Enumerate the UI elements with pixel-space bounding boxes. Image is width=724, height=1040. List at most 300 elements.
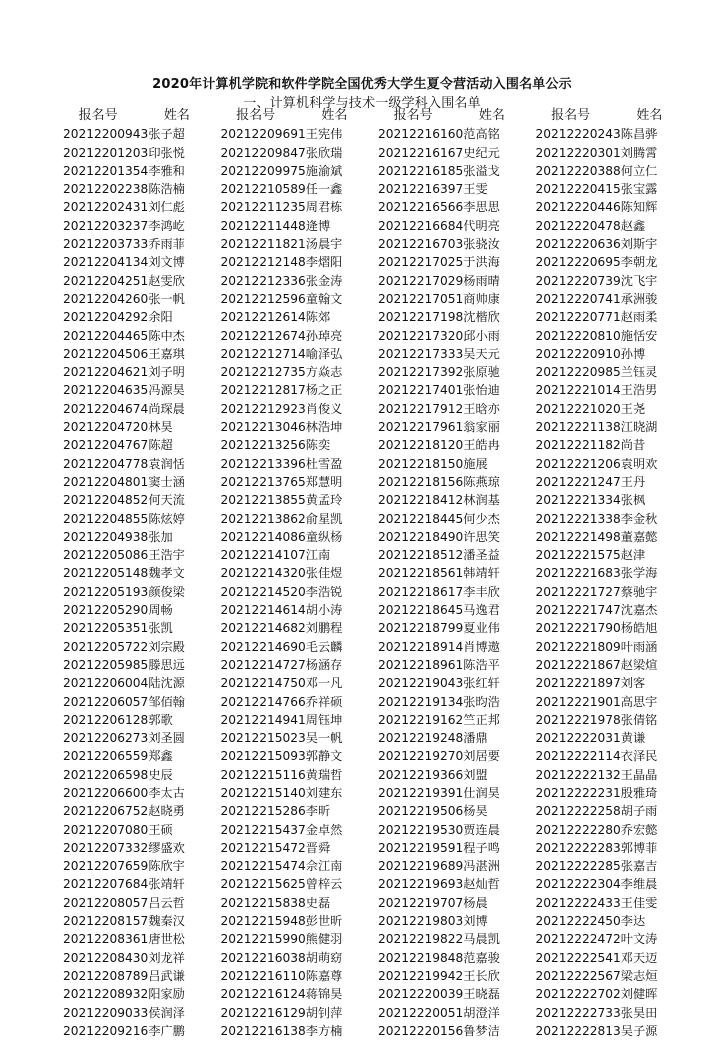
- student-name-cell: 刘仁彪: [148, 200, 185, 215]
- student-name-cell: 商帅康: [463, 291, 500, 306]
- registration-number-cell: 20212204134: [63, 255, 149, 270]
- table-row: [48, 1022, 678, 1040]
- student-name-cell: 王宪伟: [305, 127, 343, 142]
- student-name-cell: 冯源昊: [148, 383, 185, 398]
- student-name-cell: 胡萌窈: [305, 950, 343, 965]
- table-row: [48, 125, 678, 143]
- registration-number-cell: 20212219391: [377, 785, 464, 800]
- registration-number-cell: 20212219506: [377, 804, 464, 819]
- registration-number-cell: 20212221020: [535, 401, 621, 416]
- student-name-cell: 胡澄洋: [463, 1005, 500, 1020]
- registration-number-cell: 20212219848: [377, 950, 464, 965]
- student-name-cell: 吴子源: [620, 1023, 658, 1038]
- registration-number-cell: 20212215140: [220, 785, 306, 800]
- student-name-cell: 吴一帆: [305, 731, 343, 746]
- student-name-cell: 赵鑫: [620, 218, 646, 233]
- student-name-cell: 许思笑: [463, 529, 500, 544]
- registration-number-cell: 20212220243: [535, 127, 621, 142]
- registration-number-cell: 20212216566: [377, 200, 464, 215]
- registration-number-cell: 20212216397: [377, 182, 464, 197]
- student-name-cell: 陈昌骅: [620, 127, 658, 142]
- student-name-cell: 张枫: [620, 493, 646, 508]
- student-name-cell: 逄博: [305, 218, 331, 233]
- table-row: [48, 491, 678, 509]
- registration-number-cell: 20212209216: [63, 1023, 149, 1038]
- table-row: [48, 564, 678, 582]
- registration-number-cell: 20212218120: [377, 438, 464, 453]
- registration-number-cell: 20212222813: [535, 1023, 621, 1038]
- registration-number-cell: 20212222541: [535, 950, 621, 965]
- table-row: [48, 546, 678, 564]
- student-name-cell: 童纵杨: [305, 529, 343, 544]
- student-name-cell: 王嘉琪: [148, 346, 185, 361]
- table-row: [48, 308, 678, 326]
- registration-number-cell: 20212201354: [63, 163, 149, 178]
- registration-number-cell: 20212217961: [377, 420, 464, 435]
- registration-number-cell: 20212222304: [535, 877, 621, 892]
- student-name-cell: 李广鹏: [148, 1023, 185, 1038]
- registration-number-cell: 20212215437: [220, 822, 306, 837]
- student-name-cell: 郑鑫: [148, 749, 173, 764]
- student-name-cell: 缪盛欢: [148, 840, 185, 855]
- student-name-cell: 李雅和: [148, 163, 185, 178]
- registration-number-cell: 20212216703: [377, 237, 464, 252]
- student-name-cell: 张学海: [620, 566, 658, 581]
- table-row: [48, 821, 678, 839]
- registration-number-cell: 20212218617: [377, 584, 464, 599]
- student-name-cell: 杨昊: [463, 804, 488, 819]
- registration-number-cell: 20212220446: [535, 200, 621, 215]
- student-name-cell: 衣泽民: [620, 749, 658, 764]
- registration-number-cell: 20212220051: [377, 1005, 464, 1020]
- table-row: [48, 656, 678, 674]
- table-row: [48, 528, 678, 546]
- registration-number-cell: 20212209691: [220, 127, 306, 142]
- student-name-cell: 邓一凡: [305, 676, 343, 691]
- registration-number-cell: 20212204292: [63, 310, 149, 325]
- registration-number-cell: 20212212148: [220, 255, 306, 270]
- registration-number-cell: 20212214520: [220, 584, 306, 599]
- registration-number-cell: 20212214086: [220, 529, 306, 544]
- registration-number-cell: 20212207659: [63, 859, 149, 874]
- registration-number-cell: 20212222472: [535, 932, 621, 947]
- registration-number-cell: 20212219942: [377, 968, 464, 983]
- registration-number-cell: 20212218799: [377, 621, 464, 636]
- student-name-cell: 张原驰: [463, 365, 500, 380]
- student-name-cell: 张凯: [148, 621, 173, 636]
- student-name-cell: 侯润泽: [148, 1005, 185, 1020]
- student-name-cell: 周畅: [148, 603, 173, 618]
- student-name-cell: 李维晨: [620, 877, 658, 892]
- table-row: [48, 418, 678, 436]
- student-name-cell: 汤晨宇: [305, 237, 343, 252]
- registration-number-cell: 20212218490: [377, 529, 464, 544]
- table-row: [48, 1004, 678, 1022]
- registration-number-cell: 20212217401: [377, 383, 464, 398]
- registration-number-cell: 20212204801: [63, 474, 149, 489]
- registration-number-cell: 20212213765: [220, 474, 306, 489]
- student-name-cell: 周君栋: [305, 200, 343, 215]
- student-name-cell: 陈炫婷: [148, 511, 185, 526]
- registration-number-cell: 20212204674: [63, 401, 149, 416]
- registration-number-cell: 20212222450: [535, 914, 621, 929]
- student-name-cell: 竺正邦: [463, 712, 500, 727]
- registration-number-cell: 20212215472: [220, 840, 306, 855]
- registration-number-cell: 20212219822: [377, 932, 464, 947]
- registration-number-cell: 20212203733: [63, 237, 149, 252]
- student-name-cell: 李金秋: [620, 511, 658, 526]
- student-name-cell: 刘文博: [148, 255, 185, 270]
- student-name-cell: 何立仁: [620, 163, 658, 178]
- student-name-cell: 陈浩平: [463, 657, 500, 672]
- registration-number-cell: 20212222114: [535, 749, 621, 764]
- registration-number-cell: 20212221809: [535, 639, 621, 654]
- table-row: [48, 949, 678, 967]
- registration-number-cell: 20212213396: [220, 456, 306, 471]
- student-name-cell: 肖俊义: [305, 401, 343, 416]
- table-row: [48, 967, 678, 985]
- table-row: [48, 802, 678, 820]
- student-name-cell: 张昊田: [620, 1005, 658, 1020]
- registration-number-cell: 20212220695: [535, 255, 621, 270]
- student-name-cell: 李思思: [463, 200, 500, 215]
- table-row: [48, 510, 678, 528]
- student-name-cell: 郭歌: [148, 712, 173, 727]
- student-name-cell: 赵雯欣: [148, 273, 185, 288]
- student-name-cell: 周钰坤: [305, 712, 343, 727]
- student-name-cell: 刘子明: [148, 365, 185, 380]
- student-name-cell: 晋舜: [305, 840, 331, 855]
- student-name-cell: 张一帆: [148, 291, 185, 306]
- table-row: [48, 217, 678, 235]
- registration-number-cell: 20212217912: [377, 401, 464, 416]
- student-name-cell: 张加: [148, 529, 173, 544]
- student-name-cell: 喻泽弘: [305, 346, 343, 361]
- registration-number-cell: 20212222231: [535, 785, 621, 800]
- student-name-cell: 范嘉骏: [463, 950, 500, 965]
- registration-number-cell: 20212218645: [377, 603, 464, 618]
- registration-number-cell: 20212219803: [377, 914, 464, 929]
- table-row: [48, 381, 678, 399]
- registration-number-cell: 20212204855: [63, 511, 149, 526]
- table-row: [48, 729, 678, 747]
- table-row: [48, 583, 678, 601]
- student-name-cell: 黄瑞哲: [305, 767, 343, 782]
- table-row: [48, 912, 678, 930]
- student-name-cell: 梁志烜: [620, 968, 658, 983]
- registration-number-cell: 20212218150: [377, 456, 464, 471]
- student-name-cell: 曾梓云: [305, 877, 343, 892]
- registration-number-cell: 20212218412: [377, 493, 464, 508]
- registration-number-cell: 20212219270: [377, 749, 464, 764]
- registration-number-cell: 20212214320: [220, 566, 306, 581]
- student-name-cell: 陈浩楠: [148, 182, 185, 197]
- registration-number-cell: 20212216684: [377, 218, 464, 233]
- registration-number-cell: 20212213256: [220, 438, 306, 453]
- header-registration-number: 报名号: [393, 108, 433, 123]
- registration-number-cell: 20212217029: [377, 273, 464, 288]
- student-name-cell: 董嘉懿: [620, 529, 658, 544]
- registration-number-cell: 20212219248: [377, 731, 464, 746]
- registration-number-cell: 20212215990: [220, 932, 306, 947]
- registration-number-cell: 20212219689: [377, 859, 464, 874]
- registration-number-cell: 20212205086: [63, 548, 149, 563]
- student-name-cell: 刘宗殿: [148, 639, 185, 654]
- registration-number-cell: 20212201203: [63, 145, 149, 160]
- student-name-cell: 张怡迪: [463, 383, 500, 398]
- student-name-cell: 吴天元: [463, 346, 500, 361]
- student-name-cell: 杜雪盈: [305, 456, 343, 471]
- student-name-cell: 贾连晨: [463, 822, 500, 837]
- table-row: [48, 875, 678, 893]
- registration-number-cell: 20212214766: [220, 694, 306, 709]
- student-name-cell: 刘健晖: [620, 987, 658, 1002]
- registration-number-cell: 20212215093: [220, 749, 306, 764]
- student-name-cell: 张倩铭: [620, 712, 658, 727]
- registration-number-cell: 20212219693: [377, 877, 464, 892]
- student-name-cell: 毛云麟: [305, 639, 343, 654]
- student-name-cell: 金卓然: [305, 822, 343, 837]
- student-name-cell: 刘盟: [463, 767, 488, 782]
- student-name-cell: 魏孝文: [148, 566, 185, 581]
- registration-number-cell: 20212221867: [535, 657, 621, 672]
- student-name-cell: 张骁汝: [463, 237, 500, 252]
- table-row: [48, 400, 678, 418]
- registration-number-cell: 20212210589: [220, 182, 306, 197]
- student-name-cell: 王晶晶: [620, 767, 658, 782]
- table-row: [48, 473, 678, 491]
- header-registration-number: 报名号: [236, 108, 276, 123]
- registration-number-cell: 20212219530: [377, 822, 464, 837]
- student-name-cell: 俞星凯: [305, 511, 343, 526]
- table-row: [48, 455, 678, 473]
- student-name-cell: 刘龙祥: [148, 950, 185, 965]
- registration-number-cell: 20212221727: [535, 584, 621, 599]
- student-name-cell: 李浩锐: [305, 584, 343, 599]
- student-name-cell: 杨皓旭: [620, 621, 658, 636]
- registration-number-cell: 20212218914: [377, 639, 464, 654]
- table-row: [48, 162, 678, 180]
- registration-number-cell: 20212206598: [63, 767, 149, 782]
- student-name-cell: 马晨凯: [463, 932, 500, 947]
- table-row: [48, 601, 678, 619]
- student-name-cell: 史纪元: [463, 145, 500, 160]
- registration-number-cell: 20212209847: [220, 145, 306, 160]
- registration-number-cell: 20212212923: [220, 401, 306, 416]
- header-name: 姓名: [478, 108, 505, 123]
- student-name-cell: 江晓湖: [620, 420, 658, 435]
- table-row: [48, 674, 678, 692]
- student-name-cell: 魏秦汉: [148, 914, 185, 929]
- student-name-cell: 施恬安: [620, 328, 658, 343]
- registration-number-cell: 20212208157: [63, 914, 149, 929]
- registration-number-cell: 20212219707: [377, 895, 464, 910]
- registration-number-cell: 20212204251: [63, 273, 149, 288]
- student-name-cell: 熊健羽: [305, 932, 343, 947]
- registration-number-cell: 20212216138: [220, 1023, 306, 1038]
- registration-number-cell: 20212206600: [63, 785, 149, 800]
- student-name-cell: 邱小雨: [463, 328, 500, 343]
- student-name-cell: 王硕: [148, 822, 173, 837]
- student-name-cell: 王长欣: [463, 968, 500, 983]
- registration-number-cell: 20212215474: [220, 859, 306, 874]
- student-name-cell: 赵晓勇: [148, 804, 185, 819]
- student-name-cell: 陈嘉尊: [305, 968, 343, 983]
- registration-number-cell: 20212212674: [220, 328, 306, 343]
- student-name-cell: 尚琛晨: [148, 401, 185, 416]
- student-name-cell: 陈燕琼: [463, 474, 500, 489]
- table-row: [48, 857, 678, 875]
- registration-number-cell: 20212219162: [377, 712, 464, 727]
- registration-number-cell: 20212215948: [220, 914, 306, 929]
- student-name-cell: 林浩坤: [305, 420, 343, 435]
- student-name-cell: 张昀浩: [463, 694, 500, 709]
- student-name-cell: 王雯: [463, 182, 488, 197]
- table-row: [48, 272, 678, 290]
- student-name-cell: 王浩男: [620, 383, 658, 398]
- registration-number-cell: 20212222031: [535, 731, 621, 746]
- student-name-cell: 王皓冉: [463, 438, 500, 453]
- student-name-cell: 张欣瑞: [305, 145, 343, 160]
- student-name-cell: 施渝斌: [305, 163, 343, 178]
- student-name-cell: 高思宇: [620, 694, 658, 709]
- registration-number-cell: 20212220741: [535, 291, 621, 306]
- table-row: [48, 747, 678, 765]
- registration-number-cell: 20212212735: [220, 365, 306, 380]
- student-name-cell: 邓天迈: [620, 950, 658, 965]
- student-name-cell: 郭静文: [305, 749, 343, 764]
- student-name-cell: 马逸君: [463, 603, 500, 618]
- registration-number-cell: 20212218561: [377, 566, 464, 581]
- registration-number-cell: 20212217025: [377, 255, 464, 270]
- registration-number-cell: 20212213855: [220, 493, 306, 508]
- table-row: [48, 784, 678, 802]
- student-name-cell: 鲁梦洁: [463, 1023, 500, 1038]
- registration-number-cell: 20212221897: [535, 676, 621, 691]
- registration-number-cell: 20212202238: [63, 182, 149, 197]
- student-name-cell: 李鸿屹: [148, 218, 185, 233]
- student-name-cell: 刘建东: [305, 785, 343, 800]
- registration-number-cell: 20212205985: [63, 657, 149, 672]
- student-name-cell: 赵雨柔: [620, 310, 658, 325]
- registration-number-cell: 20212221790: [535, 621, 621, 636]
- registration-number-cell: 20212220301: [535, 145, 621, 160]
- student-name-cell: 陆沈源: [148, 676, 185, 691]
- student-name-cell: 印张悦: [148, 145, 185, 160]
- registration-number-cell: 20212213862: [220, 511, 306, 526]
- student-name-cell: 林昊: [148, 420, 173, 435]
- student-name-cell: 代明亮: [463, 218, 500, 233]
- student-name-cell: 胡钊萍: [305, 1005, 343, 1020]
- student-name-cell: 潘圣益: [463, 548, 500, 563]
- registration-number-cell: 20212204767: [63, 438, 149, 453]
- table-row: [48, 345, 678, 363]
- registration-number-cell: 20212204465: [63, 328, 149, 343]
- student-name-cell: 蒋锦昊: [305, 987, 343, 1002]
- student-name-cell: 乔宏懿: [620, 822, 658, 837]
- student-name-cell: 张佳煜: [305, 566, 343, 581]
- table-row: [48, 253, 678, 271]
- registration-number-cell: 20212218512: [377, 548, 464, 563]
- student-name-cell: 杨涵存: [305, 657, 343, 672]
- student-name-cell: 赵津: [620, 548, 646, 563]
- student-name-cell: 蔡驰宇: [620, 584, 658, 599]
- registration-number-cell: 20212211821: [220, 237, 306, 252]
- registration-number-cell: 20212216129: [220, 1005, 306, 1020]
- registration-number-cell: 20212218156: [377, 474, 464, 489]
- header-name: 姓名: [636, 108, 663, 123]
- registration-number-cell: 20212220739: [535, 273, 621, 288]
- registration-number-cell: 20212217198: [377, 310, 464, 325]
- student-name-cell: 肖博遨: [463, 639, 500, 654]
- student-name-cell: 刘客: [620, 676, 646, 691]
- registration-number-cell: 20212214690: [220, 639, 306, 654]
- table-row: [48, 144, 678, 162]
- student-name-cell: 陈知辉: [620, 200, 658, 215]
- registration-number-cell: 20212204621: [63, 365, 149, 380]
- table-row: [48, 985, 678, 1003]
- table-row: [48, 235, 678, 253]
- student-name-cell: 孙博: [620, 346, 646, 361]
- table-header-row: [48, 107, 678, 125]
- registration-number-cell: 20212207080: [63, 822, 149, 837]
- registration-number-cell: 20212212817: [220, 383, 306, 398]
- registration-number-cell: 20212221498: [535, 529, 621, 544]
- student-name-cell: 方焱志: [305, 365, 343, 380]
- student-name-cell: 沈飞宇: [620, 273, 658, 288]
- registration-number-cell: 20212222132: [535, 767, 621, 782]
- student-name-cell: 于洪海: [463, 255, 500, 270]
- student-name-cell: 王丹: [620, 474, 646, 489]
- student-name-cell: 史磊: [305, 895, 331, 910]
- registration-number-cell: 20212206004: [63, 676, 149, 691]
- student-name-cell: 任一鑫: [305, 182, 343, 197]
- registration-number-cell: 20212205193: [63, 584, 149, 599]
- student-name-cell: 唐世松: [148, 932, 185, 947]
- student-name-cell: 张金涛: [305, 273, 343, 288]
- student-name-cell: 刘斯宇: [620, 237, 658, 252]
- student-name-cell: 殷雅琦: [620, 785, 658, 800]
- registration-number-cell: 20212219366: [377, 767, 464, 782]
- student-name-cell: 郑慧明: [305, 474, 343, 489]
- student-name-cell: 李太古: [148, 785, 185, 800]
- student-name-cell: 杨之正: [305, 383, 343, 398]
- student-name-cell: 何少杰: [463, 511, 500, 526]
- student-name-cell: 杨晨: [463, 895, 488, 910]
- registration-number-cell: 20212205148: [63, 566, 149, 581]
- student-name-cell: 李昕: [305, 804, 331, 819]
- registration-number-cell: 20212212336: [220, 273, 306, 288]
- registration-number-cell: 20212216124: [220, 987, 306, 1002]
- student-name-cell: 乔祥硕: [305, 694, 343, 709]
- registration-number-cell: 20212214941: [220, 712, 306, 727]
- table-row: [48, 180, 678, 198]
- student-name-cell: 施展: [463, 456, 488, 471]
- registration-number-cell: 20212205722: [63, 639, 149, 654]
- registration-number-cell: 20212220415: [535, 182, 621, 197]
- student-name-cell: 赵梁煊: [620, 657, 658, 672]
- student-name-cell: 张嘉吉: [620, 859, 658, 874]
- table-row: [48, 711, 678, 729]
- student-name-cell: 滕思远: [148, 657, 185, 672]
- student-name-cell: 张溢戈: [463, 163, 500, 178]
- registration-number-cell: 20212204938: [63, 529, 149, 544]
- registration-number-cell: 20212220985: [535, 365, 621, 380]
- registration-number-cell: 20212221206: [535, 456, 621, 471]
- student-name-cell: 张靖轩: [148, 877, 185, 892]
- registration-number-cell: 20212222702: [535, 987, 621, 1002]
- table-row: [48, 198, 678, 216]
